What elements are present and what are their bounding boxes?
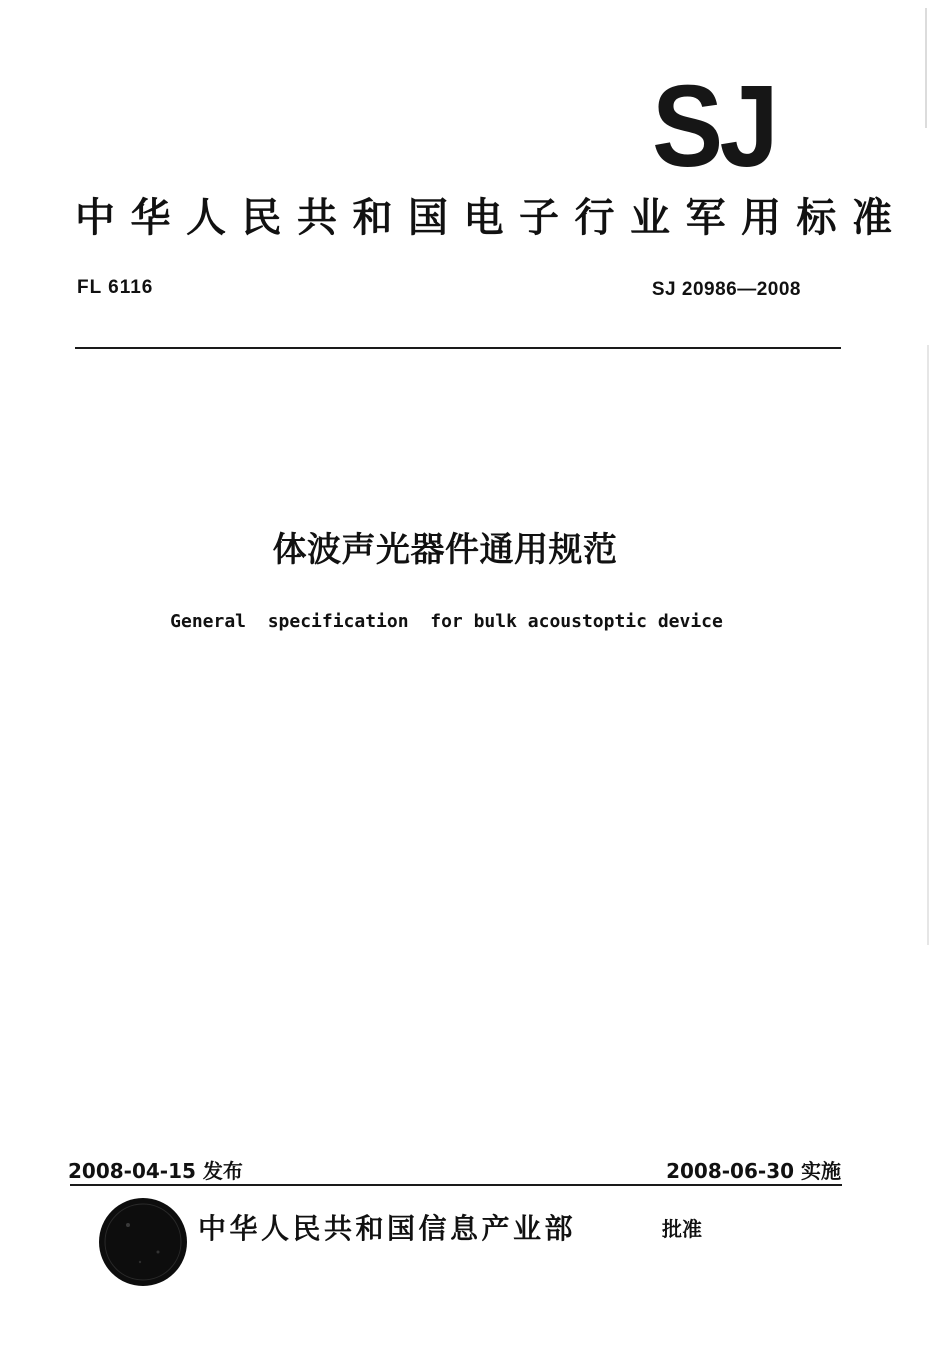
standard-title: 中华人民共和国电子行业军用标准 xyxy=(75,195,908,241)
document-title-chinese: 体波声光器件通用规范 xyxy=(272,530,618,570)
header-divider xyxy=(75,347,841,349)
issue-date: 2008-04-15 发布 xyxy=(68,1159,243,1183)
ministry-name: 中华人民共和国信息产业部 xyxy=(198,1212,577,1245)
document-title-english: General specification for bulk acoustoptic device xyxy=(170,611,723,632)
footer-divider xyxy=(70,1184,842,1186)
classification-code: FL 6116 xyxy=(77,277,154,298)
implementation-date: 2008-06-30 实施 xyxy=(666,1159,841,1183)
scan-edge-mark xyxy=(927,345,929,945)
approval-label: 批准 xyxy=(662,1217,702,1241)
standard-number: SJ 20986—2008 xyxy=(651,279,801,300)
official-seal-icon xyxy=(98,1197,188,1287)
scan-edge-mark xyxy=(925,8,927,128)
sj-logo: SJ xyxy=(652,61,776,191)
